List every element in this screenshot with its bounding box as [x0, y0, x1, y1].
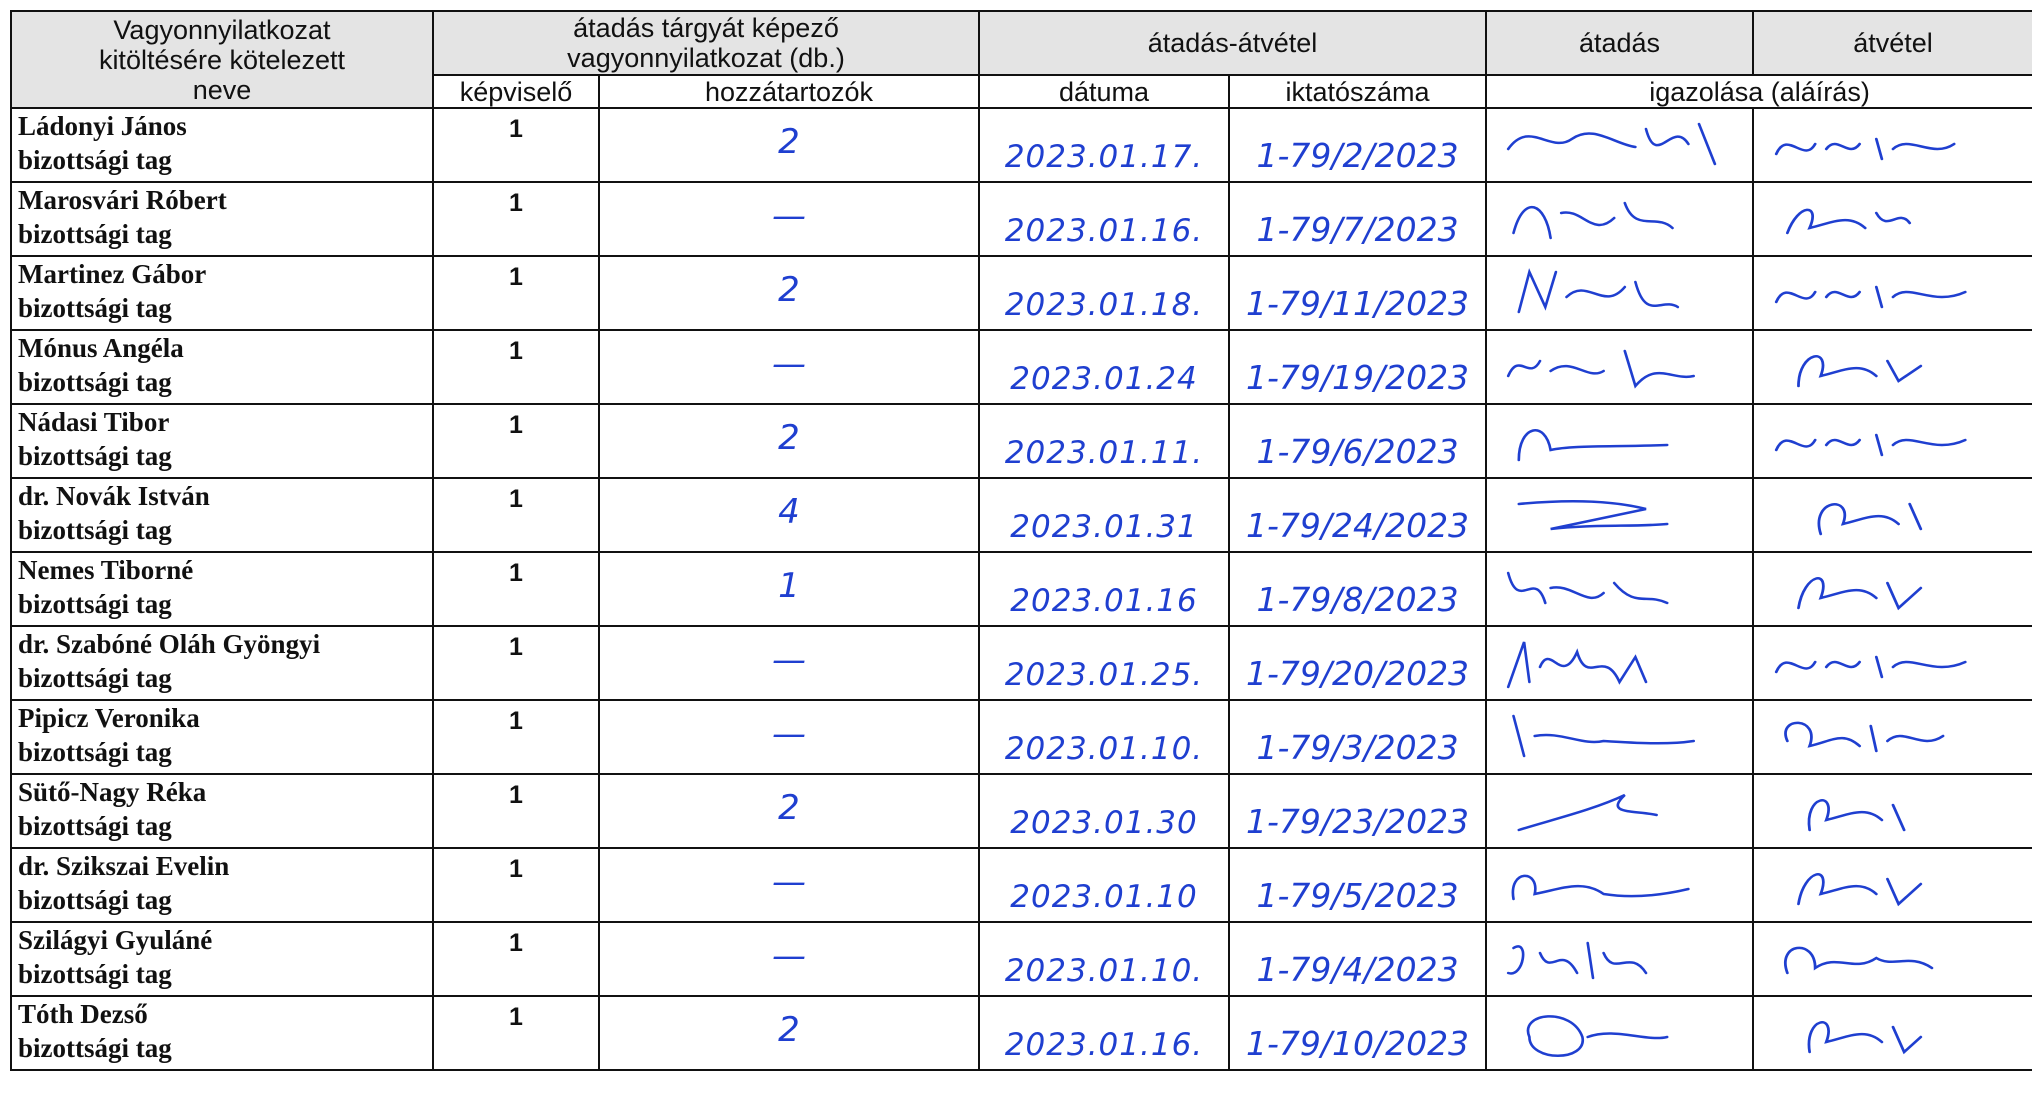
rep-count: 1 — [433, 552, 599, 626]
handover-signature — [1486, 404, 1753, 478]
handover-signature — [1486, 996, 1753, 1070]
receipt-signature — [1753, 922, 2032, 996]
person-name: Martinez Gábor — [18, 259, 207, 289]
receipt-signature — [1753, 774, 2032, 848]
table-row — [11, 330, 2032, 404]
receipt-signature-image — [1754, 923, 2032, 995]
person-name: dr. Szabóné Oláh Gyöngyi — [18, 629, 321, 659]
handover-signature — [1486, 700, 1753, 774]
header-name — [11, 11, 433, 108]
table-row — [11, 404, 2032, 478]
receipt-signature — [1753, 256, 2032, 330]
registration-number: 1-79/6/2023 — [1229, 404, 1486, 478]
name-cell — [11, 626, 433, 700]
name-cell — [11, 330, 433, 404]
transfer-date: 2023.01.10 — [979, 848, 1229, 922]
handover-signature-image — [1487, 331, 1752, 403]
rep-count: 1 — [433, 256, 599, 330]
table-row — [11, 552, 2032, 626]
handover-signature-image — [1487, 405, 1752, 477]
person-name: Marosvári Róbert — [18, 185, 227, 215]
person-name: Sütő-Nagy Réka — [18, 777, 207, 807]
person-name: Nemes Tiborné — [18, 555, 194, 585]
table-row — [11, 182, 2032, 256]
person-name: dr. Szikszai Evelin — [18, 851, 230, 881]
relatives-count: — — [599, 330, 979, 404]
relatives-count: 2 — [599, 996, 979, 1070]
handover-signature-image — [1487, 183, 1752, 255]
handover-signature-image — [1487, 257, 1752, 329]
person-role: bizottsági tag — [18, 737, 172, 767]
name-cell — [11, 700, 433, 774]
person-role: bizottsági tag — [18, 515, 172, 545]
table-row — [11, 996, 2032, 1070]
header-rep: képviselő — [433, 75, 599, 108]
receipt-signature-image — [1754, 775, 2032, 847]
handover-signature-image — [1487, 109, 1752, 181]
person-role: bizottsági tag — [18, 145, 172, 175]
handover-signature-image — [1487, 849, 1752, 921]
handover-signature — [1486, 108, 1753, 182]
transfer-date: 2023.01.30 — [979, 774, 1229, 848]
registration-number: 1-79/2/2023 — [1229, 108, 1486, 182]
handover-signature-image — [1487, 479, 1752, 551]
registration-number: 1-79/8/2023 — [1229, 552, 1486, 626]
person-name: Mónus Angéla — [18, 333, 184, 363]
receipt-signature-image — [1754, 479, 2032, 551]
transfer-date: 2023.01.31 — [979, 478, 1229, 552]
receipt-signature — [1753, 330, 2032, 404]
header-date: dátuma — [979, 75, 1229, 108]
handover-signature — [1486, 330, 1753, 404]
handover-signature-image — [1487, 701, 1752, 773]
header-rel: hozzátartozók — [599, 75, 979, 108]
person-role: bizottsági tag — [18, 367, 172, 397]
name-cell — [11, 108, 433, 182]
person-name: Ládonyi János — [18, 111, 187, 141]
person-name: Pipicz Veronika — [18, 703, 200, 733]
table-row — [11, 774, 2032, 848]
relatives-count: — — [599, 922, 979, 996]
rep-count: 1 — [433, 182, 599, 256]
receipt-signature-image — [1754, 257, 2032, 329]
table-row — [11, 626, 2032, 700]
handover-signature — [1486, 182, 1753, 256]
registration-number: 1-79/3/2023 — [1229, 700, 1486, 774]
receipt-signature — [1753, 182, 2032, 256]
relatives-count: 2 — [599, 256, 979, 330]
header-reg: iktatószáma — [1229, 75, 1486, 108]
receipt-signature-image — [1754, 701, 2032, 773]
registration-number: 1-79/7/2023 — [1229, 182, 1486, 256]
header-name-line3: neve — [192, 74, 252, 105]
receipt-signature — [1753, 848, 2032, 922]
name-cell — [11, 552, 433, 626]
receipt-signature-image — [1754, 849, 2032, 921]
transfer-date: 2023.01.16. — [979, 182, 1229, 256]
registration-number: 1-79/11/2023 — [1229, 256, 1486, 330]
receipt-signature — [1753, 552, 2032, 626]
handover-signature-image — [1487, 627, 1752, 699]
handover-signature — [1486, 256, 1753, 330]
transfer-date: 2023.01.17. — [979, 108, 1229, 182]
name-cell — [11, 774, 433, 848]
transfer-date: 2023.01.10. — [979, 700, 1229, 774]
registration-number: 1-79/24/2023 — [1229, 478, 1486, 552]
name-cell — [11, 996, 433, 1070]
receipt-signature-image — [1754, 553, 2032, 625]
relatives-count: 2 — [599, 774, 979, 848]
receipt-signature-image — [1754, 183, 2032, 255]
transfer-date: 2023.01.25. — [979, 626, 1229, 700]
name-cell — [11, 922, 433, 996]
receipt-signature — [1753, 478, 2032, 552]
relatives-count: 2 — [599, 108, 979, 182]
name-cell — [11, 182, 433, 256]
rep-count: 1 — [433, 626, 599, 700]
person-role: bizottsági tag — [18, 811, 172, 841]
receipt-signature-image — [1754, 627, 2032, 699]
handover-signature — [1486, 626, 1753, 700]
table-row — [11, 256, 2032, 330]
receipt-signature — [1753, 700, 2032, 774]
header-receipt: átvétel — [1753, 11, 2032, 75]
rep-count: 1 — [433, 478, 599, 552]
relatives-count: — — [599, 626, 979, 700]
person-role: bizottsági tag — [18, 959, 172, 989]
header-transfer-group: átadás-átvétel — [979, 11, 1486, 75]
person-role: bizottsági tag — [18, 219, 172, 249]
rep-count: 1 — [433, 848, 599, 922]
rep-count: 1 — [433, 700, 599, 774]
receipt-signature-image — [1754, 405, 2032, 477]
handover-signature — [1486, 478, 1753, 552]
registration-number: 1-79/10/2023 — [1229, 996, 1486, 1070]
table-row — [11, 108, 2032, 182]
transfer-date: 2023.01.16 — [979, 552, 1229, 626]
table-row — [11, 700, 2032, 774]
registration-number: 1-79/19/2023 — [1229, 330, 1486, 404]
name-cell — [11, 256, 433, 330]
person-role: bizottsági tag — [18, 589, 172, 619]
registration-number: 1-79/4/2023 — [1229, 922, 1486, 996]
relatives-count: — — [599, 700, 979, 774]
receipt-signature — [1753, 996, 2032, 1070]
rep-count: 1 — [433, 108, 599, 182]
header-name-line1: Vagyonnyilatkozat — [113, 14, 331, 45]
header-subject-line1: átadás tárgyát képező — [573, 13, 839, 43]
receipt-signature-image — [1754, 331, 2032, 403]
person-role: bizottsági tag — [18, 663, 172, 693]
transfer-date: 2023.01.10. — [979, 922, 1229, 996]
registration-number: 1-79/20/2023 — [1229, 626, 1486, 700]
person-role: bizottsági tag — [18, 441, 172, 471]
header-sign: igazolása (aláírás) — [1486, 75, 2032, 108]
table-row — [11, 478, 2032, 552]
rep-count: 1 — [433, 774, 599, 848]
person-name: Tóth Dezső — [18, 999, 148, 1029]
table-row — [11, 922, 2032, 996]
rep-count: 1 — [433, 922, 599, 996]
relatives-count: — — [599, 182, 979, 256]
header-subject-line2: vagyonnyilatkozat (db.) — [567, 43, 845, 73]
name-cell — [11, 848, 433, 922]
relatives-count: — — [599, 848, 979, 922]
handover-signature-image — [1487, 997, 1752, 1069]
name-cell — [11, 404, 433, 478]
receipt-signature-image — [1754, 997, 2032, 1069]
person-role: bizottsági tag — [18, 1033, 172, 1063]
person-role: bizottsági tag — [18, 293, 172, 323]
handover-signature — [1486, 552, 1753, 626]
transfer-date: 2023.01.16. — [979, 996, 1229, 1070]
asset-declaration-table — [10, 10, 2032, 1071]
handover-signature — [1486, 922, 1753, 996]
receipt-signature — [1753, 404, 2032, 478]
person-name: Nádasi Tibor — [18, 407, 170, 437]
handover-signature-image — [1487, 775, 1752, 847]
receipt-signature — [1753, 108, 2032, 182]
receipt-signature-image — [1754, 109, 2032, 181]
person-name: dr. Novák István — [18, 481, 210, 511]
header-subject-group — [433, 11, 979, 75]
relatives-count: 2 — [599, 404, 979, 478]
handover-signature — [1486, 848, 1753, 922]
rep-count: 1 — [433, 996, 599, 1070]
registration-number: 1-79/23/2023 — [1229, 774, 1486, 848]
relatives-count: 4 — [599, 478, 979, 552]
transfer-date: 2023.01.11. — [979, 404, 1229, 478]
header-name-line2: kitöltésére kötelezett — [98, 44, 346, 75]
rep-count: 1 — [433, 404, 599, 478]
header-handover: átadás — [1486, 11, 1753, 75]
transfer-date: 2023.01.18. — [979, 256, 1229, 330]
handover-signature-image — [1487, 923, 1752, 995]
rep-count: 1 — [433, 330, 599, 404]
receipt-signature — [1753, 626, 2032, 700]
name-cell — [11, 478, 433, 552]
relatives-count: 1 — [599, 552, 979, 626]
person-name: Szilágyi Gyuláné — [18, 925, 213, 955]
transfer-date: 2023.01.24 — [979, 330, 1229, 404]
registration-number: 1-79/5/2023 — [1229, 848, 1486, 922]
person-role: bizottsági tag — [18, 885, 172, 915]
handover-signature-image — [1487, 553, 1752, 625]
table-row — [11, 848, 2032, 922]
handover-signature — [1486, 774, 1753, 848]
